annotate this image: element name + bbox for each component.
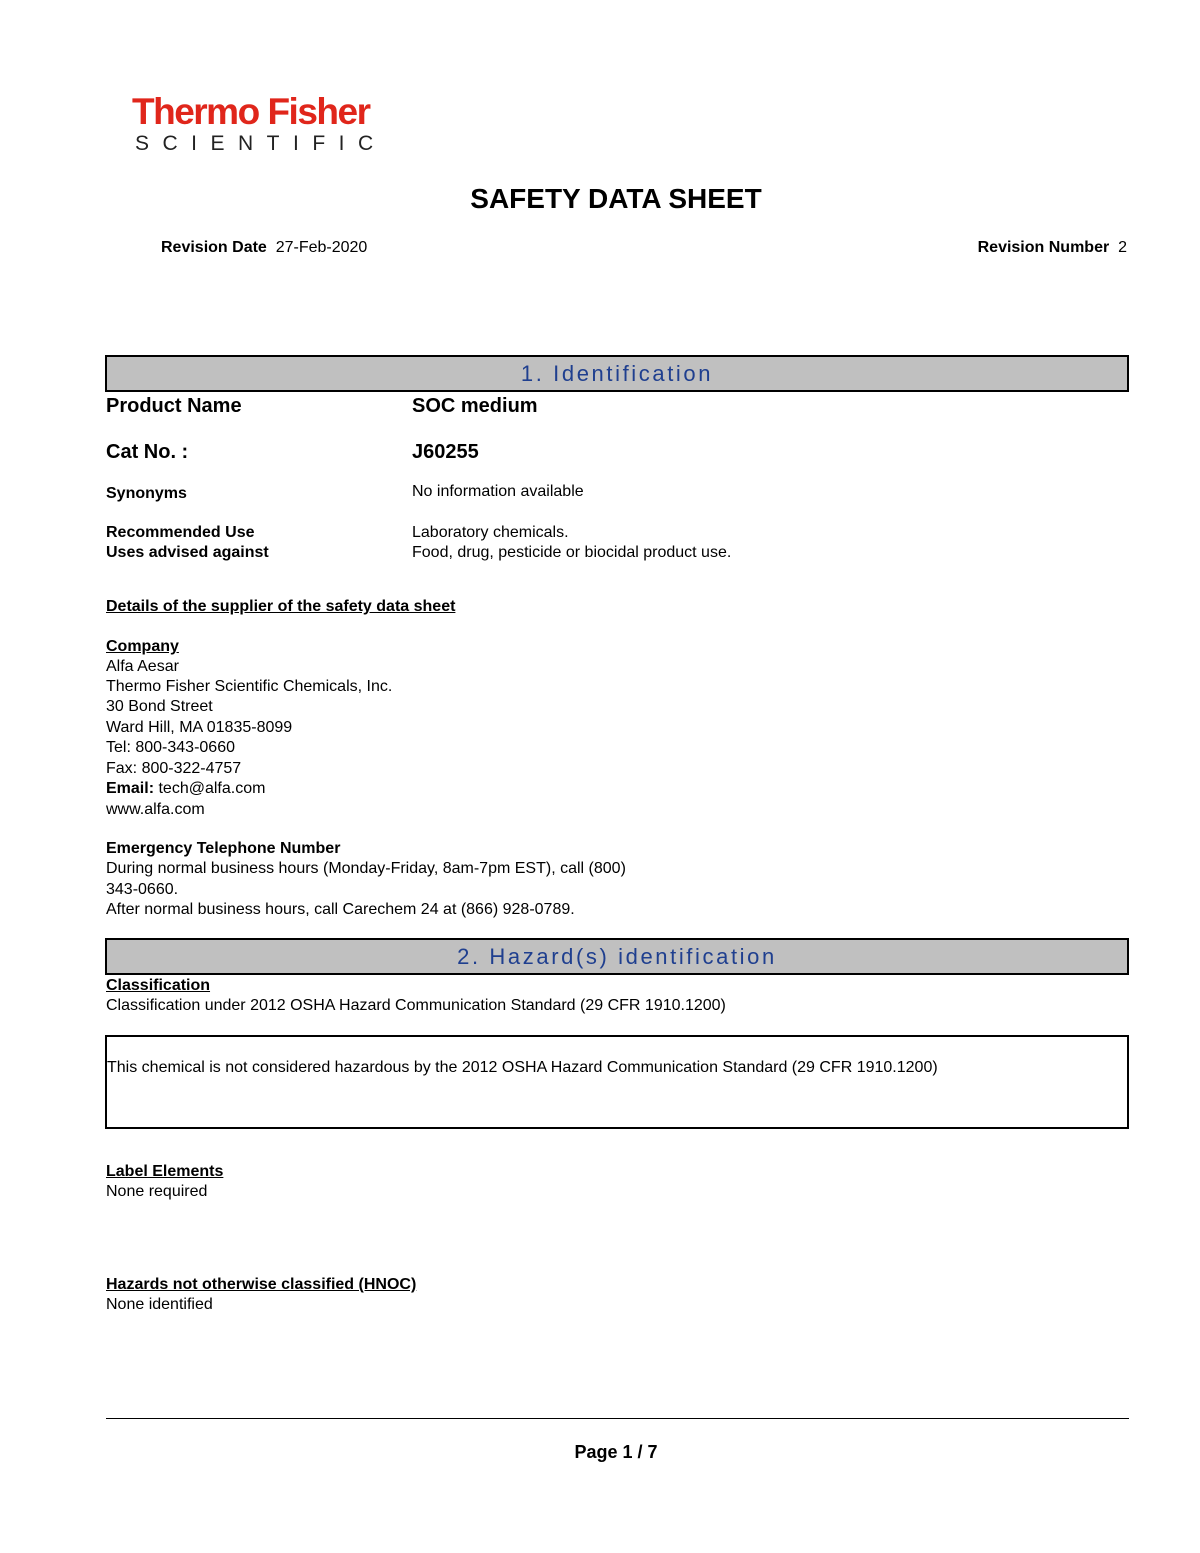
- company-line: Thermo Fisher Scientific Chemicals, Inc.: [106, 678, 393, 695]
- label-elements-value: None required: [106, 1183, 208, 1200]
- thermo-fisher-logo: Thermo Fisher: [132, 91, 370, 132]
- emergency-line: During normal business hours (Monday-Friday, 8am-7pm EST), call (800): [106, 860, 626, 877]
- page-title: SAFETY DATA SHEET: [470, 183, 762, 214]
- synonyms-label: Synonyms: [106, 485, 187, 502]
- synonyms-value: No information available: [412, 483, 584, 500]
- label-elements-heading: Label Elements: [106, 1163, 224, 1180]
- company-line: Alfa Aesar: [106, 658, 179, 675]
- product-name-label: Product Name: [106, 395, 242, 417]
- company-line: Fax: 800-322-4757: [106, 760, 242, 777]
- revision-number-label: Revision Number: [977, 239, 1110, 256]
- supplier-heading: Details of the supplier of the safety data sheet: [106, 598, 456, 615]
- revision-number-value: 2: [1118, 239, 1127, 256]
- company-line: 30 Bond Street: [106, 698, 213, 715]
- company-heading: Company: [106, 638, 179, 655]
- hazard-notice-text: This chemical is not considered hazardous by the 2012 OSHA Hazard Communication Standard (29 CFR 1910.1200): [107, 1059, 938, 1076]
- hnoc-value: None identified: [106, 1296, 213, 1313]
- recommended-use-value: Laboratory chemicals.: [412, 524, 569, 541]
- company-website[interactable]: www.alfa.com: [106, 801, 205, 818]
- cat-no-label: Cat No. :: [106, 441, 189, 463]
- emergency-line: 343-0660.: [106, 881, 179, 898]
- classification-heading: Classification: [106, 977, 211, 994]
- revision-date: [161, 238, 367, 258]
- uses-against-label: Uses advised against: [106, 544, 269, 561]
- footer-divider: [106, 1418, 1129, 1419]
- page-number: Page 1 / 7: [574, 1442, 658, 1462]
- section-2-header: 2. Hazard(s) identification: [105, 938, 1129, 975]
- section-1-header: 1. Identification: [105, 355, 1129, 392]
- uses-against-value: Food, drug, pesticide or biocidal product use.: [412, 544, 732, 561]
- scientific-logo-text: SCIENTIFIC: [135, 132, 387, 155]
- email-label: Email:: [106, 780, 155, 797]
- company-line: Tel: 800-343-0660: [106, 739, 235, 756]
- classification-text: Classification under 2012 OSHA Hazard Communication Standard (29 CFR 1910.1200): [106, 997, 726, 1014]
- product-name-value: SOC medium: [412, 395, 538, 417]
- revision-number: [978, 238, 1127, 258]
- recommended-use-label: Recommended Use: [106, 524, 255, 541]
- hazard-notice-box: [105, 1035, 1129, 1129]
- revision-date-value: 27-Feb-2020: [275, 239, 368, 256]
- email-value[interactable]: tech@alfa.com: [158, 780, 266, 797]
- cat-no-value: J60255: [412, 441, 479, 463]
- company-line: Ward Hill, MA 01835-8099: [106, 719, 293, 736]
- emergency-heading: Emergency Telephone Number: [106, 840, 341, 857]
- company-email: [106, 779, 265, 799]
- hnoc-heading: Hazards not otherwise classified (HNOC): [106, 1276, 417, 1293]
- emergency-line: After normal business hours, call Carechem 24 at (866) 928-0789.: [106, 901, 575, 918]
- revision-date-label: Revision Date: [161, 239, 267, 256]
